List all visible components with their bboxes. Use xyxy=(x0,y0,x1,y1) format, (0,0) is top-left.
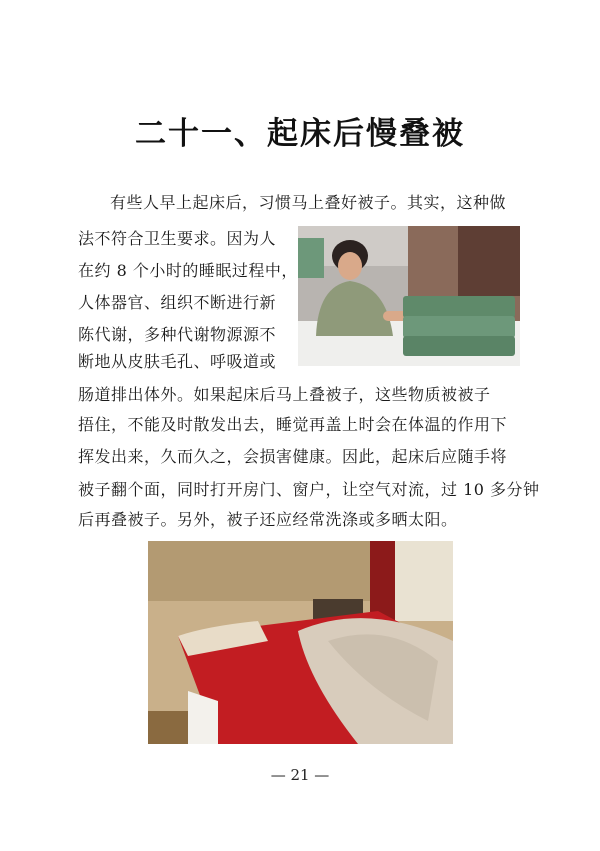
page-number: — 21 — xyxy=(270,766,330,784)
paragraph-line-11: 后再叠被子。另外，被子还应经常洗涤或多晒太阳。 xyxy=(78,510,458,529)
page-title: 二十一、起床后慢叠被 xyxy=(135,116,465,152)
paragraph-line-7: 肠道排出体外。如果起床后马上叠被子，这些物质被被子 xyxy=(78,385,491,404)
paragraph-line-10: 被子翻个面，同时打开房门、窗户，让空气对流，过 10 多分钟 xyxy=(78,480,540,499)
paragraph-line-3: 在约 8 个小时的睡眠过程中， xyxy=(78,261,298,280)
paragraph-line-9: 挥发出来，久而久之，会损害健康。因此，起床后应随手将 xyxy=(78,447,508,466)
paragraph-line-1: 有些人早上起床后，习惯马上叠好被子。其实，这种做 xyxy=(110,193,507,212)
unmade-bed-photo xyxy=(148,541,453,744)
folding-quilt-photo xyxy=(298,226,520,366)
paragraph-line-6: 断地从皮肤毛孔、呼吸道或 xyxy=(78,352,277,371)
paragraph-line-8: 捂住，不能及时散发出去，睡觉再盖上时会在体温的作用下 xyxy=(78,415,508,434)
paragraph-line-4: 人体器官、组织不断进行新 xyxy=(78,293,277,312)
paragraph-line-2: 法不符合卫生要求。因为人 xyxy=(78,229,277,248)
paragraph-line-5: 陈代谢，多种代谢物源源不 xyxy=(78,325,277,344)
